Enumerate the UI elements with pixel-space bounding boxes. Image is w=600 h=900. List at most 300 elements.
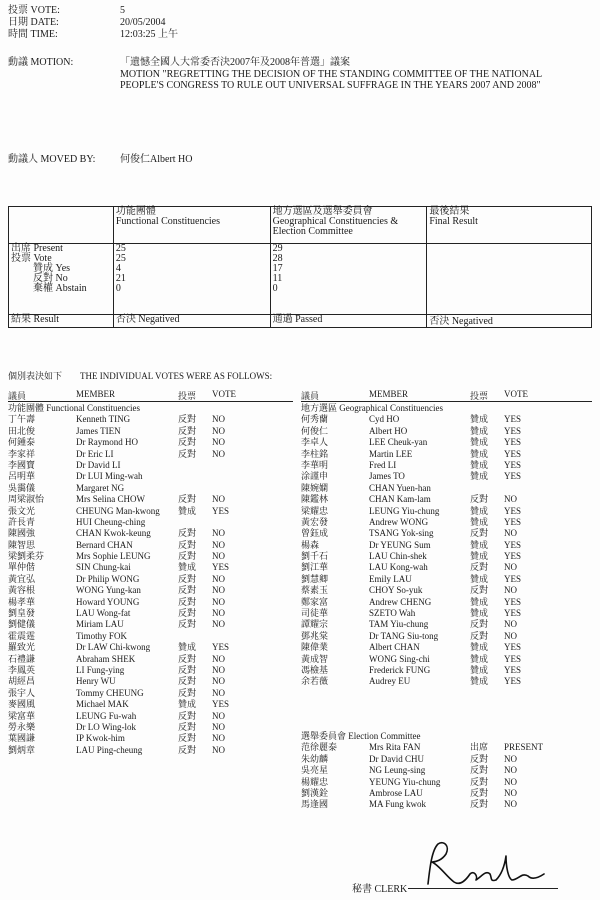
- date-value: 20/05/2004: [120, 17, 166, 28]
- member-name-en: Andrew WONG: [369, 516, 429, 527]
- member-name-zh: 李家祥: [8, 448, 36, 459]
- member-name-zh: 劉炳章: [8, 744, 36, 755]
- vote-zh: 反對: [178, 425, 197, 436]
- vote-en: NO: [212, 425, 225, 436]
- member-name-zh: 單仲偕: [8, 562, 36, 573]
- vote-zh: 反對: [470, 787, 489, 798]
- member-name-en: Dr LAW Chi-kwong: [76, 642, 151, 653]
- individual-votes-title: 個別表決如下 THE INDIVIDUAL VOTES WERE AS FOLLOWS:: [8, 371, 273, 381]
- gc-vote-row: [301, 551, 592, 562]
- member-name-zh: 鄭家富: [301, 596, 329, 607]
- member-name-zh: 劉漢銓: [301, 787, 329, 798]
- left-vote-zh-header: 投票: [178, 391, 197, 401]
- member-name-zh: 劉健儀: [8, 619, 36, 630]
- vote-en: YES: [212, 562, 230, 573]
- vote-en: YES: [504, 596, 522, 607]
- vote-zh: 反對: [470, 799, 489, 810]
- vote-zh: 贊成: [470, 608, 489, 619]
- ec-vote-row: [301, 788, 592, 799]
- vote-en: NO: [212, 710, 225, 721]
- member-name-en: Dr David CHU: [369, 753, 424, 764]
- fc-vote-row: [8, 517, 293, 528]
- gc-vote-row: [301, 449, 592, 460]
- member-name-zh: 劉皇發: [8, 608, 36, 619]
- gc-vote-row: [301, 540, 592, 551]
- vote-en: YES: [504, 505, 522, 516]
- member-name-en: MA Fung kwok: [369, 799, 427, 810]
- vote-zh: 反對: [178, 437, 197, 448]
- vote-en: YES: [504, 608, 522, 619]
- right-member-en-header: MEMBER: [369, 389, 409, 399]
- vote-en: YES: [504, 459, 522, 470]
- summary-row-labels: 出席 Present 投票 Vote 贊成 Yes 反對 No 棄權 Abstain: [9, 244, 114, 315]
- fc-result: 否決 Negatived: [113, 315, 270, 328]
- gc-column-header: 地方選區及選舉委員會 Geographical Constituencies & Election Committee: [270, 207, 427, 244]
- ec-vote-row: [301, 799, 592, 810]
- member-name-zh: 黃宏發: [301, 516, 329, 527]
- member-name-zh: 張宇人: [8, 687, 36, 698]
- member-name-en: CHAN Yuen-han: [369, 482, 431, 493]
- member-name-en: Dr Philip WONG: [76, 573, 140, 584]
- fc-vote-row: [8, 540, 293, 551]
- member-name-zh: 麥國風: [8, 699, 36, 710]
- fc-vote-row: [8, 506, 293, 517]
- member-name-en: Timothy FOK: [76, 630, 127, 641]
- vote-en: NO: [212, 573, 225, 584]
- fc-vote-row: [8, 711, 293, 722]
- fc-vote-row: [8, 597, 293, 608]
- member-name-zh: 勞永樂: [8, 721, 36, 732]
- vote-en: YES: [504, 551, 522, 562]
- vote-zh: 反對: [178, 676, 197, 687]
- member-name-zh: 胡經昌: [8, 676, 36, 687]
- vote-zh: 贊成: [178, 505, 197, 516]
- member-name-en: LI Fung-ying: [76, 664, 125, 675]
- member-name-zh: 李國寶: [8, 459, 36, 470]
- member-name-zh: 劉千石: [301, 551, 329, 562]
- clerk-signature: [420, 836, 560, 892]
- summary-corner-cell: [9, 207, 114, 244]
- member-name-en: Mrs Rita FAN: [369, 742, 421, 753]
- fc-vote-row: [8, 642, 293, 653]
- member-name-zh: 許長青: [8, 516, 36, 527]
- vote-en: NO: [212, 437, 225, 448]
- right-vote-en-header: VOTE: [504, 389, 528, 399]
- member-name-en: Mrs Sophie LEUNG: [76, 551, 151, 562]
- member-name-zh: 黃成智: [301, 653, 329, 664]
- vote-zh: 反對: [470, 494, 489, 505]
- vote-en: NO: [504, 562, 517, 573]
- vote-en: YES: [504, 414, 522, 425]
- fc-vote-row: [8, 688, 293, 699]
- gc-vote-row: [301, 597, 592, 608]
- fc-vote-row: [8, 449, 293, 460]
- gc-vote-row: [301, 483, 592, 494]
- gc-vote-row: [301, 619, 592, 630]
- vote-zh: 反對: [470, 753, 489, 764]
- vote-zh: 贊成: [470, 414, 489, 425]
- vote-en: NO: [504, 765, 517, 776]
- fc-vote-row: [8, 608, 293, 619]
- member-name-zh: 黃容根: [8, 585, 36, 596]
- vote-en: NO: [212, 608, 225, 619]
- vote-zh: 反對: [178, 744, 197, 755]
- vote-zh: 反對: [178, 687, 197, 698]
- vote-en: NO: [212, 539, 225, 550]
- vote-zh: 反對: [178, 573, 197, 584]
- member-name-en: Albert HO: [369, 425, 408, 436]
- vote-en: NO: [504, 528, 517, 539]
- vote-en: YES: [504, 425, 522, 436]
- member-name-en: SIN Chung-kai: [76, 562, 131, 573]
- vote-zh: 贊成: [470, 437, 489, 448]
- fc-vote-row: [8, 619, 293, 630]
- member-name-zh: 陳婉嫻: [301, 482, 329, 493]
- right-member-zh-header: 議員: [301, 391, 320, 401]
- member-name-en: WONG Yung-kan: [76, 585, 141, 596]
- member-name-zh: 吳亮星: [301, 765, 329, 776]
- fc-vote-row: [8, 414, 293, 425]
- member-name-en: WONG Sing-chi: [369, 653, 430, 664]
- member-name-zh: 李鳳英: [8, 664, 36, 675]
- member-name-en: HUI Cheung-ching: [76, 516, 146, 527]
- vote-zh: 出席: [470, 742, 489, 753]
- fc-vote-row: [8, 745, 293, 756]
- vote-zh: 贊成: [470, 573, 489, 584]
- member-name-en: Dr LO Wing-lok: [76, 721, 136, 732]
- fc-vote-row: [8, 665, 293, 676]
- vote-zh: 反對: [470, 630, 489, 641]
- ec-vote-row: [301, 742, 592, 753]
- member-name-zh: 霍震霆: [8, 630, 36, 641]
- vote-en: NO: [504, 799, 517, 810]
- gc-section-title: 地方選區 Geographical Constituencies: [301, 403, 443, 413]
- fc-vote-row: [8, 631, 293, 642]
- member-name-zh: 何俊仁: [301, 425, 329, 436]
- member-name-en: TAM Yiu-chung: [369, 619, 429, 630]
- fc-vote-row: [8, 494, 293, 505]
- vote-zh: 贊成: [178, 562, 197, 573]
- member-name-en: CHAN Kwok-keung: [76, 528, 151, 539]
- member-name-zh: 劉慧卿: [301, 573, 329, 584]
- member-name-en: Michael MAK: [76, 699, 129, 710]
- gc-result: 通過 Passed: [270, 315, 427, 328]
- member-name-en: James TIEN: [76, 425, 121, 436]
- vote-zh: 反對: [470, 528, 489, 539]
- gc-vote-row: [301, 426, 592, 437]
- member-name-en: Mrs Selina CHOW: [76, 494, 145, 505]
- fc-vote-row: [8, 699, 293, 710]
- vote-en: PRESENT: [504, 742, 544, 753]
- vote-zh: 贊成: [470, 551, 489, 562]
- member-name-zh: 馮檢基: [301, 664, 329, 675]
- mover-value: 何俊仁Albert HO: [120, 154, 193, 165]
- gc-vote-row: [301, 654, 592, 665]
- vote-label: 投票 VOTE:: [8, 5, 60, 16]
- vote-zh: 反對: [178, 448, 197, 459]
- vote-en: YES: [504, 516, 522, 527]
- member-name-zh: 黃宜弘: [8, 573, 36, 584]
- vote-en: NO: [504, 494, 517, 505]
- left-member-en-header: MEMBER: [76, 389, 116, 399]
- member-name-zh: 張文光: [8, 505, 36, 516]
- motion-title-zh: 「遺憾全國人大常委否決2007年及2008年普選」議案: [120, 57, 350, 68]
- vote-zh: 贊成: [178, 699, 197, 710]
- member-name-en: CHOY So-yuk: [369, 585, 423, 596]
- vote-en: NO: [504, 787, 517, 798]
- gc-vote-row: [301, 414, 592, 425]
- member-name-zh: 梁富華: [8, 710, 36, 721]
- vote-zh: 反對: [178, 528, 197, 539]
- member-name-zh: 呂明華: [8, 471, 36, 482]
- member-name-zh: 何鍾泰: [8, 437, 36, 448]
- gc-vote-row: [301, 494, 592, 505]
- left-header-rule: [8, 401, 293, 402]
- gc-vote-row: [301, 574, 592, 585]
- member-name-en: Albert CHAN: [369, 642, 420, 653]
- member-name-en: Cyd HO: [369, 414, 400, 425]
- gc-vote-row: [301, 517, 592, 528]
- member-name-en: CHEUNG Man-kwong: [76, 505, 160, 516]
- fc-vote-row: [8, 654, 293, 665]
- time-label: 時間 TIME:: [8, 29, 58, 40]
- member-name-zh: 譚耀宗: [301, 619, 329, 630]
- member-name-en: Dr LUI Ming-wah: [76, 471, 143, 482]
- gc-vote-row: [301, 676, 592, 687]
- ec-vote-row: [301, 765, 592, 776]
- vote-zh: 反對: [178, 539, 197, 550]
- vote-zh: 贊成: [470, 448, 489, 459]
- member-name-zh: 李華明: [301, 459, 329, 470]
- member-name-zh: 梁劉柔芬: [8, 551, 45, 562]
- gc-vote-row: [301, 460, 592, 471]
- time-value: 12:03:25 上午: [120, 29, 179, 40]
- vote-en: NO: [212, 596, 225, 607]
- member-name-zh: 鄧兆棠: [301, 630, 329, 641]
- member-name-en: Dr David LI: [76, 459, 121, 470]
- gc-vote-row: [301, 437, 592, 448]
- gc-vote-row: [301, 471, 592, 482]
- fc-section-title: 功能團體 Functional Constituencies: [8, 403, 140, 413]
- mover-label: 動議人 MOVED BY:: [8, 154, 96, 165]
- result-row-label: 結果 Result: [9, 315, 114, 328]
- vote-en: NO: [212, 744, 225, 755]
- vote-en: NO: [504, 776, 517, 787]
- gc-vote-row: [301, 631, 592, 642]
- vote-zh: 贊成: [470, 539, 489, 550]
- vote-en: NO: [212, 551, 225, 562]
- member-name-zh: 朱幼麟: [301, 753, 329, 764]
- member-name-en: Frederick FUNG: [369, 664, 431, 675]
- vote-en: YES: [212, 699, 230, 710]
- member-name-zh: 葉國謙: [8, 733, 36, 744]
- summary-table: [8, 206, 592, 328]
- member-name-en: SZETO Wah: [369, 608, 416, 619]
- fc-vote-row: [8, 551, 293, 562]
- member-name-en: Abraham SHEK: [76, 653, 136, 664]
- vote-en: NO: [504, 585, 517, 596]
- member-name-en: TSANG Yok-sing: [369, 528, 434, 539]
- member-name-zh: 吳靄儀: [8, 482, 36, 493]
- motion-title-en: MOTION "REGRETTING THE DECISION OF THE STANDING COMMITTEE OF THE NATIONAL PEOPLE'S CONGRESS TO RULE OUT UNIVERSAL SUFFRAGE IN THE YEARS 2007 AND 2008": [120, 69, 542, 91]
- member-name-zh: 石禮謙: [8, 653, 36, 664]
- vote-en: NO: [212, 733, 225, 744]
- member-name-en: James TO: [369, 471, 405, 482]
- member-name-en: LAU Wong-fat: [76, 608, 131, 619]
- member-name-en: Miriam LAU: [76, 619, 124, 630]
- vote-en: YES: [504, 653, 522, 664]
- member-name-en: Tommy CHEUNG: [76, 687, 144, 698]
- member-name-en: Margaret NG: [76, 482, 125, 493]
- fc-vote-row: [8, 471, 293, 482]
- member-name-zh: 楊孝華: [8, 596, 36, 607]
- member-name-en: LEE Cheuk-yan: [369, 437, 428, 448]
- vote-zh: 反對: [178, 664, 197, 675]
- member-name-zh: 涂謹申: [301, 471, 329, 482]
- member-name-en: Fred LI: [369, 459, 397, 470]
- vote-zh: 贊成: [470, 516, 489, 527]
- fc-counts: 25 25 4 21 0: [113, 244, 270, 315]
- left-member-zh-header: 議員: [8, 391, 27, 401]
- fc-vote-row: [8, 733, 293, 744]
- ec-section-title: 選舉委員會 Election Committee: [301, 731, 421, 741]
- member-name-zh: 陳智思: [8, 539, 36, 550]
- vote-en: NO: [504, 753, 517, 764]
- clerk-label: 秘書 CLERK: [352, 884, 408, 895]
- member-name-en: LAU Chin-shek: [369, 551, 427, 562]
- ec-list: [301, 731, 592, 811]
- fc-vote-row: [8, 574, 293, 585]
- member-name-en: Audrey EU: [369, 676, 411, 687]
- fc-vote-row: [8, 528, 293, 539]
- member-name-zh: 劉江華: [301, 562, 329, 573]
- fc-vote-row: [8, 426, 293, 437]
- fc-vote-row: [8, 585, 293, 596]
- fc-list: [8, 403, 293, 756]
- right-header-rule: [301, 401, 592, 402]
- vote-en: NO: [212, 653, 225, 664]
- member-name-en: Andrew CHENG: [369, 596, 432, 607]
- member-name-en: Henry WU: [76, 676, 116, 687]
- vote-zh: 反對: [178, 608, 197, 619]
- fc-vote-row: [8, 437, 293, 448]
- fc-column-header: 功能團體 Functional Constituencies: [113, 207, 270, 244]
- fc-vote-row: [8, 483, 293, 494]
- member-name-en: Dr Raymond HO: [76, 437, 138, 448]
- motion-label: 動議 MOTION:: [8, 57, 74, 68]
- vote-zh: 反對: [178, 721, 197, 732]
- vote-zh: 反對: [178, 585, 197, 596]
- member-name-en: Emily LAU: [369, 573, 412, 584]
- final-column-header: 最後結果 Final Result: [427, 207, 592, 244]
- vote-zh: 贊成: [470, 471, 489, 482]
- vote-en: NO: [212, 494, 225, 505]
- gc-vote-row: [301, 528, 592, 539]
- vote-zh: 反對: [470, 562, 489, 573]
- vote-en: NO: [212, 676, 225, 687]
- gc-vote-row: [301, 642, 592, 653]
- member-name-zh: 楊耀忠: [301, 776, 329, 787]
- vote-zh: 反對: [178, 619, 197, 630]
- member-name-en: LEUNG Yiu-chung: [369, 505, 440, 516]
- right-vote-zh-header: 投票: [470, 391, 489, 401]
- member-name-zh: 蔡素玉: [301, 585, 329, 596]
- gc-vote-row: [301, 506, 592, 517]
- vote-zh: 反對: [178, 551, 197, 562]
- member-name-en: Dr TANG Siu-tong: [369, 630, 439, 641]
- vote-en: NO: [504, 630, 517, 641]
- member-name-en: Kenneth TING: [76, 414, 131, 425]
- gc-vote-row: [301, 562, 592, 573]
- vote-zh: 反對: [470, 585, 489, 596]
- vote-zh: 反對: [178, 494, 197, 505]
- vote-en: YES: [504, 539, 522, 550]
- vote-en: NO: [212, 664, 225, 675]
- member-name-zh: 曾鈺成: [301, 528, 329, 539]
- vote-en: YES: [504, 664, 522, 675]
- vote-en: YES: [212, 505, 230, 516]
- ec-vote-row: [301, 777, 592, 788]
- member-name-zh: 司徒華: [301, 608, 329, 619]
- vote-zh: 贊成: [178, 642, 197, 653]
- member-name-en: IP Kwok-him: [76, 733, 125, 744]
- final-result: 否決 Negatived: [427, 315, 592, 328]
- gc-vote-row: [301, 608, 592, 619]
- vote-zh: 贊成: [470, 459, 489, 470]
- vote-zh: 贊成: [470, 664, 489, 675]
- vote-en: NO: [212, 721, 225, 732]
- member-name-en: LEUNG Fu-wah: [76, 710, 137, 721]
- member-name-zh: 丁午壽: [8, 414, 36, 425]
- member-name-en: Ambrose LAU: [369, 787, 423, 798]
- member-name-zh: 李柱銘: [301, 448, 329, 459]
- member-name-zh: 羅致光: [8, 642, 36, 653]
- member-name-en: LAU Kong-wah: [369, 562, 428, 573]
- vote-zh: 贊成: [470, 653, 489, 664]
- member-name-en: LAU Ping-cheung: [76, 744, 143, 755]
- gc-vote-row: [301, 665, 592, 676]
- gc-counts: 29 28 17 11 0: [270, 244, 427, 315]
- member-name-zh: 楊森: [301, 539, 320, 550]
- vote-en: YES: [212, 642, 230, 653]
- vote-en: YES: [504, 676, 522, 687]
- gc-vote-row: [301, 585, 592, 596]
- vote-zh: 反對: [178, 414, 197, 425]
- vote-en: YES: [504, 437, 522, 448]
- vote-zh: 贊成: [470, 676, 489, 687]
- member-name-zh: 周梁淑怡: [8, 494, 45, 505]
- member-name-zh: 范徐麗泰: [301, 742, 338, 753]
- fc-vote-row: [8, 676, 293, 687]
- fc-vote-row: [8, 722, 293, 733]
- vote-en: NO: [212, 687, 225, 698]
- vote-zh: 反對: [178, 596, 197, 607]
- member-name-zh: 馬逢國: [301, 799, 329, 810]
- member-name-en: Dr YEUNG Sum: [369, 539, 431, 550]
- vote-zh: 反對: [178, 710, 197, 721]
- vote-en: NO: [212, 528, 225, 539]
- member-name-en: Howard YOUNG: [76, 596, 140, 607]
- member-name-zh: 何秀蘭: [301, 414, 329, 425]
- member-name-en: YEUNG Yiu-chung: [369, 776, 441, 787]
- vote-zh: 反對: [470, 619, 489, 630]
- member-name-zh: 陳國強: [8, 528, 36, 539]
- member-name-zh: 梁耀忠: [301, 505, 329, 516]
- fc-vote-row: [8, 562, 293, 573]
- vote-en: NO: [212, 619, 225, 630]
- member-name-zh: 李卓人: [301, 437, 329, 448]
- member-name-zh: 陳偉業: [301, 642, 329, 653]
